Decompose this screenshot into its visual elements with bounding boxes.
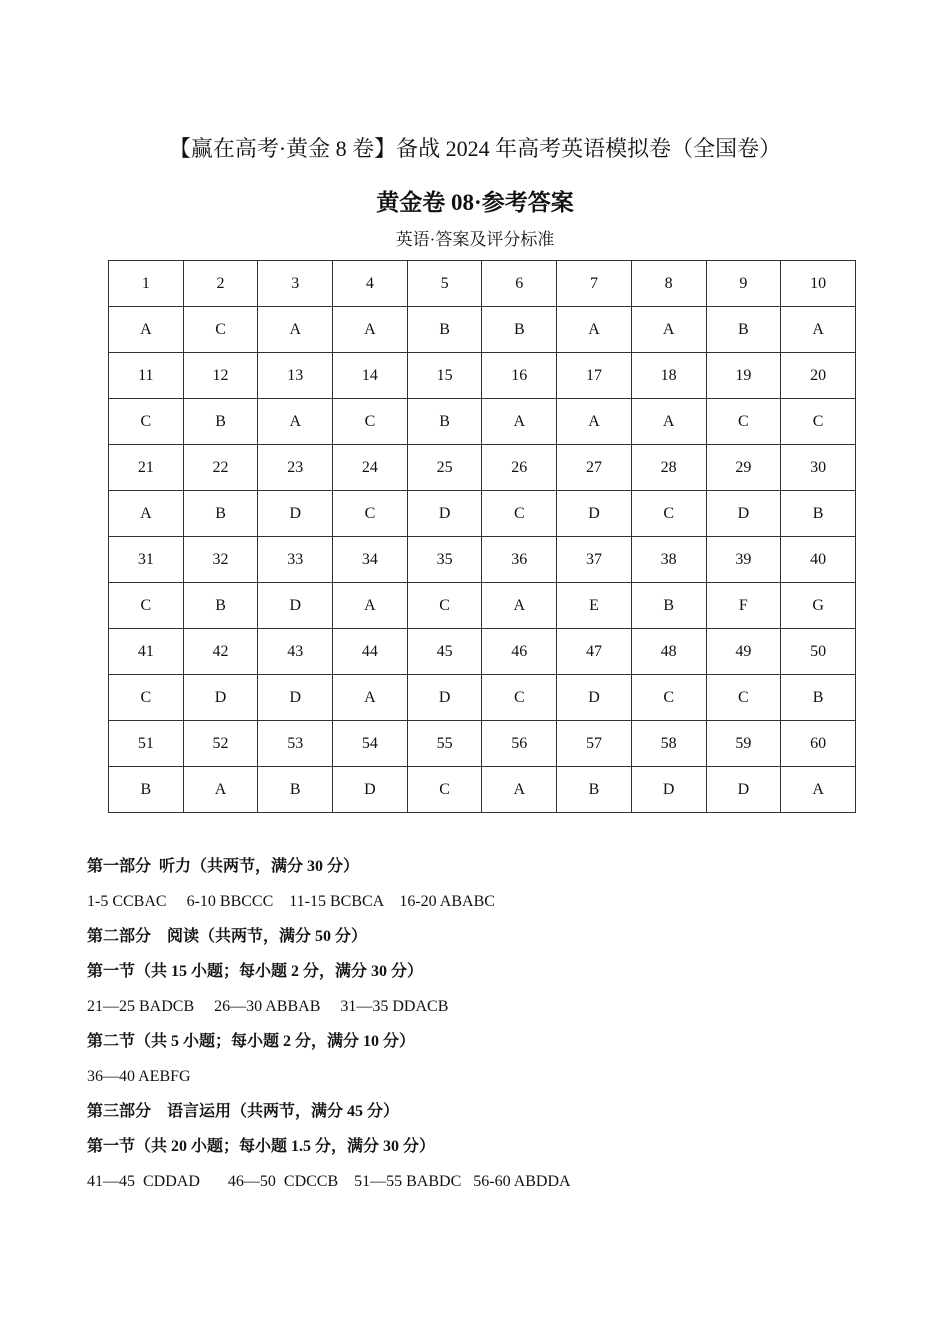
question-number-cell: 25	[407, 445, 482, 491]
answer-cell: C	[482, 491, 557, 537]
answer-cell: A	[482, 399, 557, 445]
answer-cell: B	[557, 767, 632, 813]
question-number-cell: 51	[109, 721, 184, 767]
question-number-cell: 3	[258, 261, 333, 307]
question-number-cell: 60	[781, 721, 856, 767]
answer-cell: D	[706, 767, 781, 813]
question-number-cell: 48	[631, 629, 706, 675]
question-number-cell: 46	[482, 629, 557, 675]
question-number-cell: 53	[258, 721, 333, 767]
answer-cell: B	[781, 675, 856, 721]
answer-cell: D	[706, 491, 781, 537]
question-number-cell: 8	[631, 261, 706, 307]
question-number-cell: 12	[183, 353, 258, 399]
answer-cell: A	[482, 767, 557, 813]
answer-cell: A	[258, 307, 333, 353]
question-number-cell: 59	[706, 721, 781, 767]
question-number-cell: 29	[706, 445, 781, 491]
answer-cell: C	[333, 399, 408, 445]
answer-cell: A	[781, 307, 856, 353]
answer-cell: C	[109, 399, 184, 445]
question-number-cell: 16	[482, 353, 557, 399]
answer-line: 36—40 AEBFG	[87, 1068, 191, 1085]
answer-cell: C	[109, 583, 184, 629]
question-number-cell: 45	[407, 629, 482, 675]
answer-cell: A	[333, 675, 408, 721]
answer-cell: D	[258, 491, 333, 537]
question-number-cell: 10	[781, 261, 856, 307]
question-number-cell: 38	[631, 537, 706, 583]
answer-row	[109, 583, 856, 629]
answer-cell: B	[781, 491, 856, 537]
answer-cell: D	[258, 675, 333, 721]
question-number-cell: 32	[183, 537, 258, 583]
question-number-cell: 5	[407, 261, 482, 307]
answer-line: 41—45 CDDAD 46—50 CDCCB 51—55 BABDC 56-60 ABDDA	[87, 1173, 571, 1190]
question-number-row	[109, 353, 856, 399]
answer-cell: D	[631, 767, 706, 813]
section-heading: 第一节（共 20 小题；每小题 1.5 分，满分 30 分）	[87, 1138, 436, 1155]
answer-cell: D	[258, 583, 333, 629]
answer-cell: A	[631, 399, 706, 445]
question-number-cell: 18	[631, 353, 706, 399]
answer-cell: D	[557, 491, 632, 537]
question-number-cell: 19	[706, 353, 781, 399]
question-number-cell: 6	[482, 261, 557, 307]
answer-cell: B	[183, 491, 258, 537]
question-number-cell: 15	[407, 353, 482, 399]
answer-cell: A	[258, 399, 333, 445]
answer-cell: A	[109, 307, 184, 353]
question-number-cell: 49	[706, 629, 781, 675]
answer-cell: A	[333, 307, 408, 353]
answer-cell: C	[407, 767, 482, 813]
document-title: 【赢在高考·黄金 8 卷】备战 2024 年高考英语模拟卷（全国卷）	[168, 136, 782, 161]
question-number-cell: 50	[781, 629, 856, 675]
answer-row	[109, 491, 856, 537]
answer-cell: B	[706, 307, 781, 353]
answer-cell: C	[482, 675, 557, 721]
answer-table	[108, 260, 856, 813]
answer-cell: C	[706, 675, 781, 721]
answer-cell: C	[781, 399, 856, 445]
answer-cell: C	[631, 675, 706, 721]
answer-cell: A	[183, 767, 258, 813]
question-number-cell: 14	[333, 353, 408, 399]
question-number-cell: 56	[482, 721, 557, 767]
question-number-cell: 55	[407, 721, 482, 767]
question-number-cell: 31	[109, 537, 184, 583]
section-heading: 第一节（共 15 小题；每小题 2 分，满分 30 分）	[87, 963, 424, 980]
answer-cell: C	[706, 399, 781, 445]
question-number-cell: 34	[333, 537, 408, 583]
answer-cell: D	[407, 491, 482, 537]
answer-line: 21—25 BADCB 26—30 ABBAB 31—35 DDACB	[87, 998, 449, 1015]
question-number-cell: 28	[631, 445, 706, 491]
question-number-cell: 11	[109, 353, 184, 399]
question-number-cell: 7	[557, 261, 632, 307]
answer-cell: C	[333, 491, 408, 537]
question-number-row	[109, 261, 856, 307]
question-number-cell: 57	[557, 721, 632, 767]
answer-cell: C	[183, 307, 258, 353]
answer-cell: A	[631, 307, 706, 353]
answer-cell: D	[557, 675, 632, 721]
answer-cell: B	[631, 583, 706, 629]
question-number-cell: 40	[781, 537, 856, 583]
answer-cell: A	[557, 399, 632, 445]
question-number-cell: 23	[258, 445, 333, 491]
question-number-row	[109, 537, 856, 583]
question-number-cell: 47	[557, 629, 632, 675]
question-number-cell: 52	[183, 721, 258, 767]
question-number-cell: 42	[183, 629, 258, 675]
question-number-cell: 21	[109, 445, 184, 491]
answer-cell: B	[407, 399, 482, 445]
question-number-cell: 17	[557, 353, 632, 399]
answer-cell: A	[557, 307, 632, 353]
question-number-cell: 20	[781, 353, 856, 399]
question-number-cell: 35	[407, 537, 482, 583]
question-number-row	[109, 629, 856, 675]
answer-cell: E	[557, 583, 632, 629]
question-number-cell: 30	[781, 445, 856, 491]
answer-cell: B	[183, 583, 258, 629]
question-number-row	[109, 721, 856, 767]
question-number-cell: 4	[333, 261, 408, 307]
answer-cell: D	[407, 675, 482, 721]
answer-row	[109, 307, 856, 353]
answer-cell: A	[109, 491, 184, 537]
question-number-cell: 13	[258, 353, 333, 399]
answer-line: 1-5 CCBAC 6-10 BBCCC 11-15 BCBCA 16-20 ABABC	[87, 893, 495, 910]
scoring-sections	[87, 854, 887, 1204]
document-subtitle: 黄金卷 08·参考答案	[376, 190, 574, 215]
question-number-cell: 44	[333, 629, 408, 675]
answer-cell: A	[482, 583, 557, 629]
question-number-cell: 36	[482, 537, 557, 583]
answer-row	[109, 675, 856, 721]
answer-cell: C	[109, 675, 184, 721]
section-heading: 第二部分 阅读（共两节，满分 50 分）	[87, 928, 368, 945]
question-number-cell: 41	[109, 629, 184, 675]
question-number-row	[109, 445, 856, 491]
question-number-cell: 43	[258, 629, 333, 675]
question-number-cell: 26	[482, 445, 557, 491]
question-number-cell: 24	[333, 445, 408, 491]
section-heading: 第二节（共 5 小题；每小题 2 分，满分 10 分）	[87, 1033, 416, 1050]
answer-cell: A	[781, 767, 856, 813]
question-number-cell: 2	[183, 261, 258, 307]
answer-cell: C	[631, 491, 706, 537]
question-number-cell: 54	[333, 721, 408, 767]
question-number-cell: 9	[706, 261, 781, 307]
answer-cell: B	[407, 307, 482, 353]
answer-row	[109, 767, 856, 813]
question-number-cell: 33	[258, 537, 333, 583]
answer-cell: C	[407, 583, 482, 629]
answer-cell: A	[333, 583, 408, 629]
answer-row	[109, 399, 856, 445]
answer-cell: B	[109, 767, 184, 813]
document-caption: 英语·答案及评分标准	[395, 230, 555, 249]
section-heading: 第三部分 语言运用（共两节，满分 45 分）	[87, 1103, 400, 1120]
answer-cell: B	[258, 767, 333, 813]
question-number-cell: 39	[706, 537, 781, 583]
answer-cell: B	[183, 399, 258, 445]
section-heading: 第一部分 听力（共两节，满分 30 分）	[87, 858, 360, 875]
answer-cell: F	[706, 583, 781, 629]
question-number-cell: 58	[631, 721, 706, 767]
answer-cell: D	[333, 767, 408, 813]
answer-cell: G	[781, 583, 856, 629]
question-number-cell: 27	[557, 445, 632, 491]
question-number-cell: 22	[183, 445, 258, 491]
question-number-cell: 1	[109, 261, 184, 307]
answer-cell: D	[183, 675, 258, 721]
answer-cell: B	[482, 307, 557, 353]
question-number-cell: 37	[557, 537, 632, 583]
